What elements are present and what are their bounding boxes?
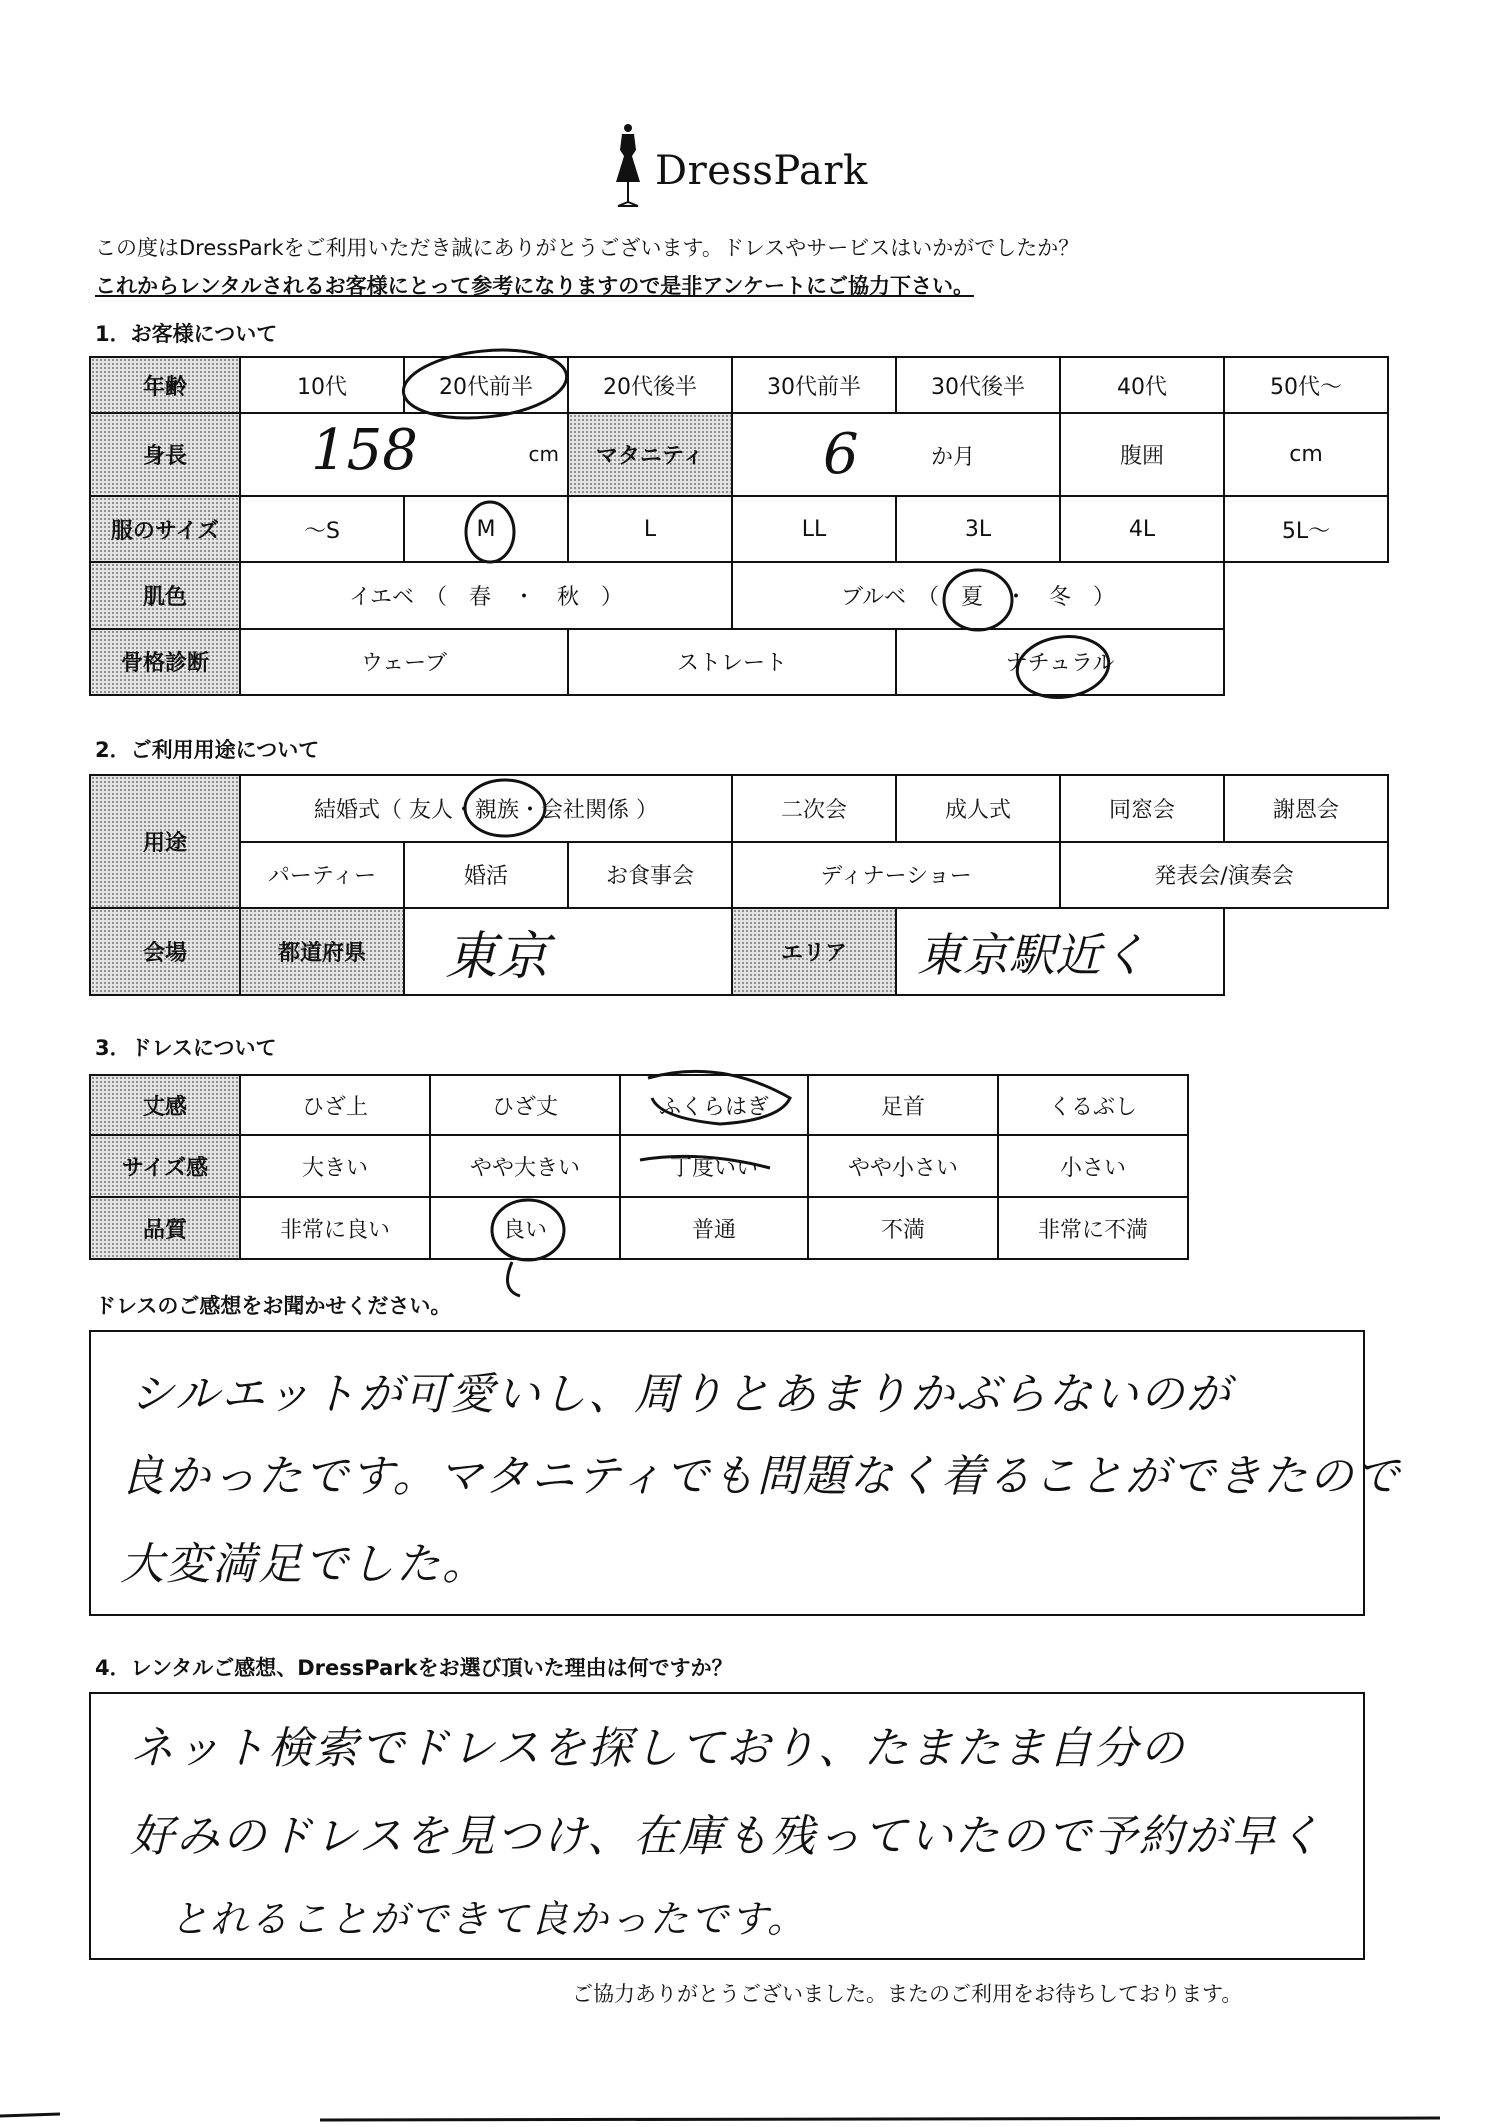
scan-mark [0,2114,60,2116]
section1-title: 1．お客様について [95,322,278,346]
size-option[interactable]: 4L [1060,496,1224,562]
scan-mark [320,2118,1440,2120]
frame-option[interactable]: ウェーブ [240,629,568,695]
skin-yellow-option[interactable]: イエベ （ 春 ・ 秋 ） [240,562,732,628]
fit-label: サイズ感 [90,1135,240,1197]
purpose-option[interactable]: 成人式 [896,775,1060,842]
age-option[interactable]: 10代 [240,357,404,413]
comment-line: シルエットが可愛いし、周りとあまりかぶらないのが [130,1369,1233,1420]
purpose-option[interactable]: 発表会/演奏会 [1060,842,1388,909]
age-option[interactable]: 50代～ [1224,357,1388,413]
maternity-field[interactable] [732,413,1060,495]
length-option[interactable]: ふくらはぎ [620,1075,808,1135]
quality-option[interactable]: 非常に良い [240,1197,430,1259]
dress-comment-prompt: ドレスのご感想をお聞かせください。 [95,1294,452,1318]
age-option[interactable]: 20代前半 [404,357,568,413]
section3-title: 3．ドレスについて [95,1036,277,1060]
quality-option[interactable]: 普通 [620,1197,808,1259]
fit-option[interactable]: 小さい [998,1135,1188,1197]
height-field[interactable] [240,413,568,495]
wedding-option[interactable]: 結婚式（ 友人・親族・会社関係 ） [240,775,732,842]
purpose-option[interactable]: 二次会 [732,775,896,842]
customer-table [89,356,1389,696]
maternity-unit: か月 [931,445,976,471]
size-option[interactable]: M [404,496,568,562]
frame-option[interactable]: ナチュラル [896,629,1224,695]
prefecture-label: 都道府県 [240,908,404,995]
size-option[interactable]: 3L [896,496,1060,562]
comment-line: 良かったです。マタニティでも問題なく着ることができたので [120,1451,1401,1502]
skin-label: 肌色 [90,562,240,628]
age-option[interactable]: 30代後半 [896,357,1060,413]
answer-line: 好みのドレスを見つけ、在庫も残っていたので予約が早く [130,1811,1323,1862]
fit-option[interactable]: やや小さい [808,1135,998,1197]
age-option[interactable]: 20代後半 [568,357,732,413]
length-label: 丈感 [90,1075,240,1135]
comment-line: 大変満足でした。 [120,1539,488,1590]
section4-title: 4．レンタルご感想、DressParkをお選び頂いた理由は何ですか？ [95,1656,733,1680]
quality-option[interactable]: 不満 [808,1197,998,1259]
fit-option[interactable]: 大きい [240,1135,430,1197]
size-option[interactable]: LL [732,496,896,562]
waist-label: 腹囲 [1060,413,1224,495]
area-label: エリア [732,908,896,995]
quality-label: 品質 [90,1197,240,1259]
area-value[interactable]: 東京駅近く [896,908,1224,995]
size-option[interactable]: L [568,496,732,562]
purpose-label: 用途 [90,775,240,908]
age-option[interactable]: 40代 [1060,357,1224,413]
fit-option[interactable]: やや大きい [430,1135,620,1197]
frame-option[interactable]: ストレート [568,629,896,695]
size-option[interactable]: ～S [240,496,404,562]
quality-option[interactable]: 良い [430,1197,620,1259]
length-option[interactable]: ひざ丈 [430,1075,620,1135]
intro-text: この度はDressParkをご利用いただき誠にありがとうございます。ドレスやサービスはいかがでしたか？ [95,236,1080,260]
height-label: 身長 [90,413,240,495]
height-value: 158 [311,418,418,484]
length-option[interactable]: 足首 [808,1075,998,1135]
height-unit: cm [528,442,559,467]
brand-name: DressPark [655,148,868,194]
length-option[interactable]: くるぶし [998,1075,1188,1135]
purpose-option[interactable]: 謝恩会 [1224,775,1388,842]
size-label: 服のサイズ [90,496,240,562]
closing-message: ご協力ありがとうございました。またのご利用をお待ちしております。 [572,1982,1243,2006]
skin-blue-option[interactable]: ブルベ （ 夏 ・ 冬 ） [732,562,1224,628]
prefecture-value[interactable]: 東京 [404,908,732,995]
purpose-option[interactable]: 婚活 [404,842,568,909]
answer-line: とれることができて良かったです。 [170,1897,807,1941]
purpose-option[interactable]: ディナーショー [732,842,1060,909]
maternity-value: 6 [823,422,859,488]
purpose-option[interactable]: 同窓会 [1060,775,1224,842]
dress-table [89,1074,1189,1260]
frame-label: 骨格診断 [90,629,240,695]
age-option[interactable]: 30代前半 [732,357,896,413]
length-option[interactable]: ひざ上 [240,1075,430,1135]
size-option[interactable]: 5L～ [1224,496,1388,562]
request-text: これからレンタルされるお客様にとって参考になりますので是非アンケートにご協力下さい。 [95,274,974,298]
answer-line: ネット検索でドレスを探しており、たまたま自分の [130,1723,1186,1774]
venue-label: 会場 [90,908,240,995]
quality-option[interactable]: 非常に不満 [998,1197,1188,1259]
fit-option[interactable]: 丁度いい [620,1135,808,1197]
purpose-table [89,774,1389,996]
maternity-label: マタニティ [568,413,732,495]
pen-stroke [508,1262,521,1296]
waist-unit[interactable]: cm [1224,413,1388,495]
section2-title: 2．ご利用用途について [95,738,320,762]
purpose-option[interactable]: パーティー [240,842,404,909]
dress-form-icon [616,124,640,206]
age-label: 年齢 [90,357,240,413]
purpose-option[interactable]: お食事会 [568,842,732,909]
